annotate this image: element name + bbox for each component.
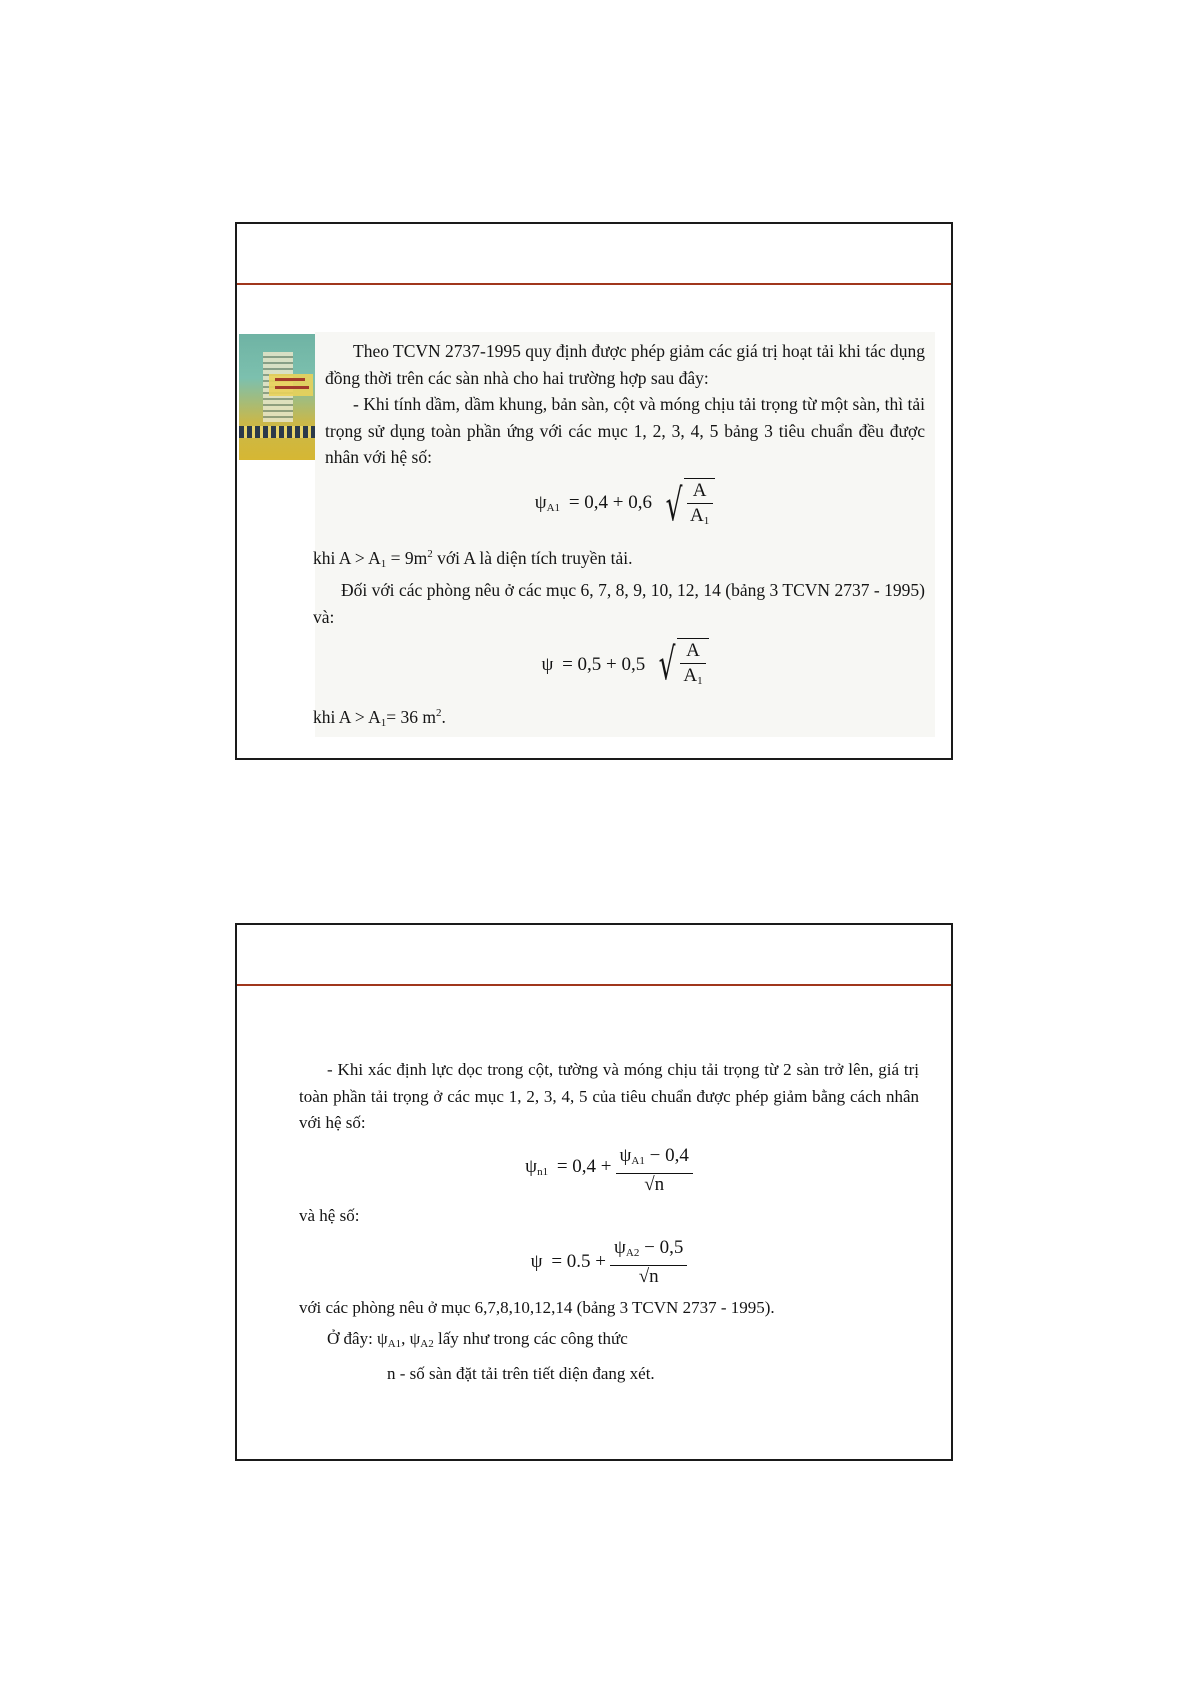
slide-1-body (313, 338, 925, 737)
formula-psi-a1: $\psi_{A1} = 0,4 + 0,6$ √ $\frac{A}{A_1}$ (325, 471, 925, 541)
paragraph-intro: Theo TCVN 2737-1995 quy định được phép giảm các giá trị hoạt tải khi tác dụng đồng thời trên các sàn nhà cho hai trường hợp sau đây: (325, 341, 925, 388)
slide-header (237, 224, 951, 283)
header-divider (237, 984, 951, 986)
condition-line-1: khi $A > A_1 = 9m^2$ với A là diện tích truyền tải. (313, 547, 633, 570)
slide-2 (235, 923, 953, 1461)
slide-1 (235, 222, 953, 760)
paragraph-case-1: - Khi tính dầm, dầm khung, bản sàn, cột và móng chịu tải trọng từ một sàn, thì tải trọng sử dụng toàn phần ứng với các mục 1, 2, 3, 4, 5 bảng 3 tiêu chuẩn đều được nhân với hệ số: (325, 394, 925, 467)
header-divider (237, 283, 951, 285)
paragraph-rooms: Đối với các phòng nêu ở các mục 6, 7, 8, 9, 10, 12, 14 (bảng 3 TCVN 2737 - 1995) và: (313, 580, 925, 627)
and-coefficient-label: và hệ số: (299, 1205, 360, 1225)
book-cover-image (239, 334, 319, 460)
rooms-line: với các phòng nêu ở mục 6,7,8,10,12,14 (bảng 3 TCVN 2737 - 1995). (299, 1298, 775, 1317)
condition-line-2: khi $A > A_1= 36$ $m^2$. (313, 707, 446, 729)
formula-psi: ψ = 0,5 + 0,5 √ $\frac{A}{A_1}$ (325, 630, 925, 700)
slide-header (237, 925, 951, 984)
formula-psi-n1: $\psi_{n1} = 0,4$ + $\frac{\psi_{A1} - 0,4}{√n}$ (299, 1137, 919, 1203)
n-definition: n - số sàn đặt tải trên tiết diện đang xét. (387, 1364, 655, 1383)
paragraph-case-2: - Khi xác định lực dọc trong cột, tường và móng chịu tải trọng từ 2 sàn trở lên, giá trị toàn phần tải trọng ở các mục 1, 2, 3, 4, 5 của tiêu chuẩn được phép giảm bằng cách nhân với hệ số: (299, 1060, 919, 1132)
formula-psi-2: ψ = 0.5 + $\frac{\psi_{A2} - 0,5}{√n}$ (299, 1229, 919, 1295)
slide-2-body (299, 1057, 919, 1388)
where-line: Ở đây: $\psi_{A1}$, $\psi_{A2}$ lấy như trong các công thức (327, 1328, 628, 1350)
